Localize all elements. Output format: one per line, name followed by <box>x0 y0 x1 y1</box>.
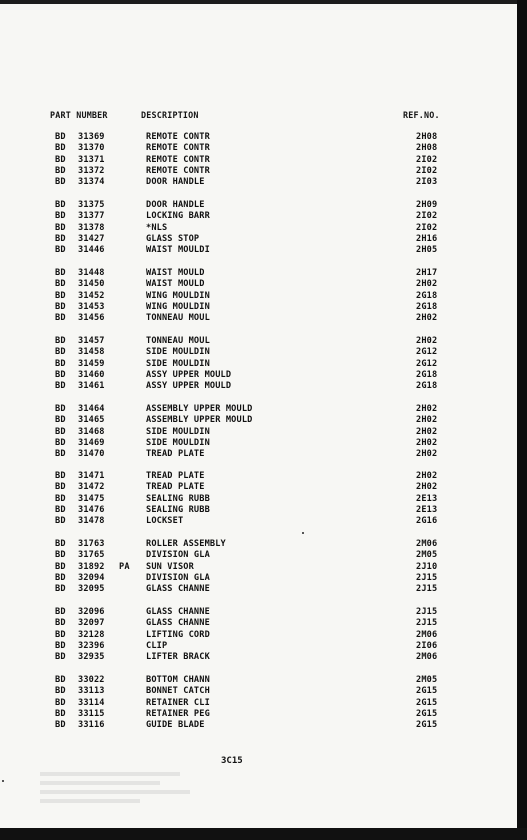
ref-number: 2H16 <box>416 233 438 244</box>
part-number: 33113 <box>78 686 105 697</box>
part-number: 32935 <box>78 652 105 663</box>
part-prefix: BD <box>55 290 66 301</box>
part-description: GLASS CHANNE <box>146 607 210 617</box>
ref-number: 2I06 <box>416 640 438 651</box>
table-row <box>0 494 517 505</box>
table-row <box>0 234 517 245</box>
ref-number: 2G16 <box>416 516 438 527</box>
table-row <box>0 313 517 324</box>
table-row <box>0 720 517 731</box>
table-row <box>0 539 517 550</box>
part-number-header: PART NUMBER <box>50 110 108 120</box>
part-prefix: BD <box>55 177 66 188</box>
table-row <box>0 415 517 426</box>
table-row <box>0 291 517 302</box>
part-description: TREAD PLATE <box>146 471 205 481</box>
ref-number: 2M06 <box>416 652 438 663</box>
table-row <box>0 211 517 222</box>
part-description: RETAINER CLI <box>146 697 210 708</box>
table-row <box>0 584 517 595</box>
part-description: LIFTING CORD <box>146 629 210 640</box>
speck <box>302 532 304 534</box>
part-prefix: BD <box>55 584 66 595</box>
table-row <box>0 471 517 482</box>
ref-number: 2H08 <box>416 143 438 154</box>
part-description: GUIDE BLADE <box>146 720 205 731</box>
part-prefix: BD <box>55 607 66 617</box>
part-description: WAIST MOULD <box>146 268 205 278</box>
ref-number: 2H02 <box>416 426 438 437</box>
part-prefix: BD <box>55 369 66 380</box>
part-description: ASSEMBLY UPPER MOULD <box>146 415 253 426</box>
table-row <box>0 336 517 347</box>
part-description: REMOTE CONTR <box>146 132 210 142</box>
part-number: 31476 <box>78 504 105 515</box>
part-number: 33116 <box>78 720 105 731</box>
part-number: 33115 <box>78 708 105 719</box>
part-number: 31468 <box>78 426 105 437</box>
part-description: BONNET CATCH <box>146 686 210 697</box>
part-number: 32094 <box>78 572 105 583</box>
ref-number: 2H02 <box>416 482 438 493</box>
table-row <box>0 607 517 618</box>
part-prefix: BD <box>55 449 66 460</box>
part-number: 31475 <box>78 493 105 504</box>
part-prefix: BD <box>55 233 66 244</box>
table-row <box>0 652 517 663</box>
ref-number: 2J15 <box>416 584 438 595</box>
part-number: 31377 <box>78 211 105 222</box>
part-description: SIDE MOULDIN <box>146 437 210 448</box>
part-number: 32128 <box>78 629 105 640</box>
part-prefix: BD <box>55 561 66 572</box>
part-prefix: BD <box>55 629 66 640</box>
part-number: 33114 <box>78 697 105 708</box>
ref-number: 2E13 <box>416 504 438 515</box>
ref-number: 2I02 <box>416 154 438 165</box>
part-prefix: BD <box>55 618 66 629</box>
table-row <box>0 155 517 166</box>
table-row <box>0 268 517 279</box>
ref-number: 2J15 <box>416 607 438 617</box>
ref-number: 2E13 <box>416 493 438 504</box>
ref-number: 2H02 <box>416 449 438 460</box>
table-row <box>0 686 517 697</box>
part-flag: PA <box>119 561 130 572</box>
part-prefix: BD <box>55 358 66 369</box>
ref-number: 2M05 <box>416 675 438 685</box>
ref-number: 2I03 <box>416 177 438 188</box>
part-description: SEALING RUBB <box>146 493 210 504</box>
part-prefix: BD <box>55 404 66 414</box>
part-description: ASSEMBLY UPPER MOULD <box>146 404 253 414</box>
part-prefix: BD <box>55 504 66 515</box>
part-description: RETAINER PEG <box>146 708 210 719</box>
ref-number: 2H02 <box>416 279 438 290</box>
part-number: 31470 <box>78 449 105 460</box>
part-prefix: BD <box>55 686 66 697</box>
part-prefix: BD <box>55 550 66 561</box>
ref-number: 2G15 <box>416 697 438 708</box>
part-description: DOOR HANDLE <box>146 200 205 210</box>
part-prefix: BD <box>55 381 66 392</box>
part-description: SIDE MOULDIN <box>146 426 210 437</box>
table-row <box>0 618 517 629</box>
part-description: REMOTE CONTR <box>146 143 210 154</box>
table-row <box>0 200 517 211</box>
part-prefix: BD <box>55 200 66 210</box>
table-row <box>0 438 517 449</box>
table-row <box>0 381 517 392</box>
part-number: 31460 <box>78 369 105 380</box>
part-description: DIVISION GLA <box>146 572 210 583</box>
table-row <box>0 505 517 516</box>
part-description: LOCKING BARR <box>146 211 210 222</box>
ref-number: 2G12 <box>416 358 438 369</box>
part-description: *NLS <box>146 222 168 233</box>
ref-number: 2G18 <box>416 381 438 392</box>
table-row <box>0 482 517 493</box>
part-number: 31458 <box>78 347 105 358</box>
part-description: DIVISION GLA <box>146 550 210 561</box>
part-number: 31461 <box>78 381 105 392</box>
part-description: ROLLER ASSEMBLY <box>146 539 226 549</box>
ref-number: 2M05 <box>416 550 438 561</box>
part-description: GLASS CHANNE <box>146 584 210 595</box>
part-prefix: BD <box>55 222 66 233</box>
part-prefix: BD <box>55 165 66 176</box>
part-description: GLASS STOP <box>146 233 200 244</box>
table-row <box>0 143 517 154</box>
part-prefix: BD <box>55 675 66 685</box>
scan-edge <box>517 0 527 840</box>
part-prefix: BD <box>55 301 66 312</box>
table-row <box>0 347 517 358</box>
table-row <box>0 449 517 460</box>
part-prefix: BD <box>55 437 66 448</box>
ref-number: 2G18 <box>416 290 438 301</box>
part-prefix: BD <box>55 132 66 142</box>
ref-number: 2G12 <box>416 347 438 358</box>
part-prefix: BD <box>55 640 66 651</box>
part-number: 31763 <box>78 539 105 549</box>
ref-number: 2G18 <box>416 301 438 312</box>
ref-number: 2I02 <box>416 211 438 222</box>
part-description: LIFTER BRACK <box>146 652 210 663</box>
part-prefix: BD <box>55 279 66 290</box>
part-number: 32095 <box>78 584 105 595</box>
part-description: REMOTE CONTR <box>146 154 210 165</box>
part-prefix: BD <box>55 572 66 583</box>
part-description: SEALING RUBB <box>146 504 210 515</box>
ref-number: 2G15 <box>416 720 438 731</box>
part-number: 31427 <box>78 233 105 244</box>
part-number: 32396 <box>78 640 105 651</box>
table-row <box>0 404 517 415</box>
table-row <box>0 573 517 584</box>
table-row <box>0 709 517 720</box>
part-number: 33022 <box>78 675 105 685</box>
part-description: GLASS CHANNE <box>146 618 210 629</box>
part-prefix: BD <box>55 415 66 426</box>
part-prefix: BD <box>55 245 66 256</box>
part-number: 31378 <box>78 222 105 233</box>
table-row <box>0 641 517 652</box>
ref-number: 2J15 <box>416 618 438 629</box>
part-prefix: BD <box>55 268 66 278</box>
ref-number: 2H05 <box>416 245 438 256</box>
part-description: TONNEAU MOUL <box>146 313 210 324</box>
part-prefix: BD <box>55 652 66 663</box>
part-prefix: BD <box>55 516 66 527</box>
part-prefix: BD <box>55 426 66 437</box>
part-number: 31456 <box>78 313 105 324</box>
page-number: 3C15 <box>221 756 243 766</box>
part-description: WAIST MOULDI <box>146 245 210 256</box>
part-number: 31892 <box>78 561 105 572</box>
ref-number: 2H02 <box>416 471 438 481</box>
part-number: 31459 <box>78 358 105 369</box>
ref-number: 2I02 <box>416 222 438 233</box>
part-prefix: BD <box>55 493 66 504</box>
ref-number: 2G18 <box>416 369 438 380</box>
part-description: CLIP <box>146 640 168 651</box>
part-number: 31448 <box>78 268 105 278</box>
table-row <box>0 698 517 709</box>
part-number: 31469 <box>78 437 105 448</box>
part-description: DOOR HANDLE <box>146 177 205 188</box>
part-number: 31372 <box>78 165 105 176</box>
part-prefix: BD <box>55 347 66 358</box>
bleed-through-text <box>40 772 200 806</box>
part-description: TONNEAU MOUL <box>146 336 210 346</box>
table-row <box>0 427 517 438</box>
part-prefix: BD <box>55 471 66 481</box>
part-number: 31457 <box>78 336 105 346</box>
ref-number: 2M06 <box>416 629 438 640</box>
part-description: REMOTE CONTR <box>146 165 210 176</box>
part-description: ASSY UPPER MOULD <box>146 369 232 380</box>
part-prefix: BD <box>55 336 66 346</box>
speck <box>2 780 4 782</box>
part-number: 31453 <box>78 301 105 312</box>
table-row <box>0 245 517 256</box>
part-number: 31452 <box>78 290 105 301</box>
ref-number: 2G15 <box>416 686 438 697</box>
table-row <box>0 166 517 177</box>
ref-number: 2H08 <box>416 132 438 142</box>
table-row <box>0 550 517 561</box>
ref-no-header: REF.NO. <box>403 110 440 120</box>
ref-number: 2M06 <box>416 539 438 549</box>
part-description: SUN VISOR <box>146 561 194 572</box>
table-row <box>0 223 517 234</box>
table-row <box>0 562 517 573</box>
table-row <box>0 177 517 188</box>
ref-number: 2J10 <box>416 561 438 572</box>
part-prefix: BD <box>55 154 66 165</box>
description-header: DESCRIPTION <box>141 110 199 120</box>
ref-number: 2H02 <box>416 437 438 448</box>
ref-number: 2H02 <box>416 336 438 346</box>
part-prefix: BD <box>55 720 66 731</box>
table-row <box>0 132 517 143</box>
part-number: 31765 <box>78 550 105 561</box>
part-prefix: BD <box>55 143 66 154</box>
table-row <box>0 359 517 370</box>
part-number: 31465 <box>78 415 105 426</box>
part-description: TREAD PLATE <box>146 482 205 493</box>
part-description: LOCKSET <box>146 516 184 527</box>
part-number: 32097 <box>78 618 105 629</box>
ref-number: 2H09 <box>416 200 438 210</box>
part-description: ASSY UPPER MOULD <box>146 381 232 392</box>
ref-number: 2J15 <box>416 572 438 583</box>
parts-list-page <box>0 4 517 828</box>
part-description: WAIST MOULD <box>146 279 205 290</box>
part-prefix: BD <box>55 539 66 549</box>
table-row <box>0 516 517 527</box>
part-description: SIDE MOULDIN <box>146 347 210 358</box>
ref-number: 2H17 <box>416 268 438 278</box>
scan-footer <box>0 828 527 840</box>
part-prefix: BD <box>55 313 66 324</box>
part-description: TREAD PLATE <box>146 449 205 460</box>
table-row <box>0 630 517 641</box>
part-number: 31472 <box>78 482 105 493</box>
part-number: 31478 <box>78 516 105 527</box>
table-row <box>0 675 517 686</box>
part-number: 31450 <box>78 279 105 290</box>
part-number: 31446 <box>78 245 105 256</box>
part-number: 31370 <box>78 143 105 154</box>
part-prefix: BD <box>55 482 66 493</box>
ref-number: 2H02 <box>416 415 438 426</box>
part-description: SIDE MOULDIN <box>146 358 210 369</box>
ref-number: 2H02 <box>416 313 438 324</box>
part-number: 31371 <box>78 154 105 165</box>
part-description: WING MOULDIN <box>146 290 210 301</box>
table-row <box>0 279 517 290</box>
part-number: 32096 <box>78 607 105 617</box>
part-prefix: BD <box>55 697 66 708</box>
ref-number: 2H02 <box>416 404 438 414</box>
part-prefix: BD <box>55 211 66 222</box>
part-number: 31369 <box>78 132 105 142</box>
part-number: 31375 <box>78 200 105 210</box>
part-prefix: BD <box>55 708 66 719</box>
table-row <box>0 302 517 313</box>
part-number: 31374 <box>78 177 105 188</box>
part-description: BOTTOM CHANN <box>146 675 210 685</box>
part-number: 31464 <box>78 404 105 414</box>
ref-number: 2G15 <box>416 708 438 719</box>
ref-number: 2I02 <box>416 165 438 176</box>
part-number: 31471 <box>78 471 105 481</box>
part-description: WING MOULDIN <box>146 301 210 312</box>
table-row <box>0 370 517 381</box>
